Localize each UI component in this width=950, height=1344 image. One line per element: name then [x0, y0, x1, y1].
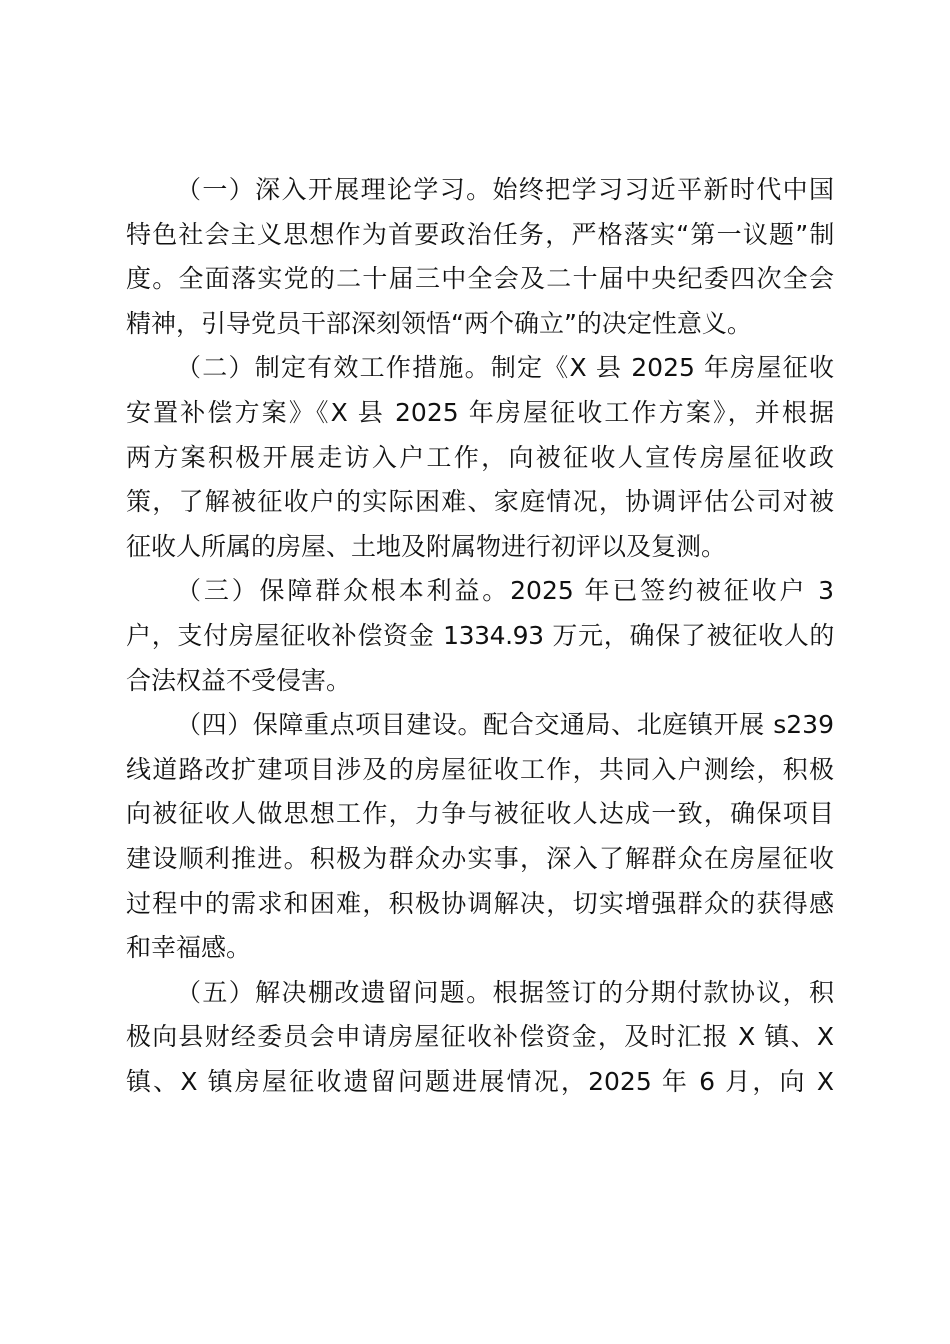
paragraph-line: 镇、X 镇房屋征收遗留问题进展情况，2025 年 6 月，向 X [126, 1066, 834, 1096]
paragraph-line: 向被征收人做思想工作，力争与被征收人达成一致，确保项目 [126, 799, 834, 829]
paragraph-line: （二）制定有效工作措施。制定《X 县 2025 年房屋征收 [176, 353, 834, 383]
paragraph-2 [126, 346, 834, 569]
paragraph-line: （五）解决棚改遗留问题。根据签订的分期付款协议，积 [176, 977, 834, 1007]
paragraph-1 [126, 168, 834, 346]
paragraph-line: 户，支付房屋征收补偿资金 1334.93 万元，确保了被征收人的 [126, 620, 834, 650]
paragraph-3 [126, 569, 834, 703]
paragraph-line: 特色社会主义思想作为首要政治任务，严格落实“第一议题”制 [126, 219, 834, 249]
paragraph-line: 合法权益不受侵害。 [126, 665, 352, 695]
paragraph-line: 精神，引导党员干部深刻领悟“两个确立”的决定性意义。 [126, 308, 752, 338]
paragraph-line: （四）保障重点项目建设。配合交通局、北庭镇开展 s239 [176, 710, 834, 740]
paragraph-line: 和幸福感。 [126, 933, 252, 963]
paragraph-line: 策，了解被征收户的实际困难、家庭情况，协调评估公司对被 [126, 487, 834, 517]
paragraph-line: 征收人所属的房屋、土地及附属物进行初评以及复测。 [126, 531, 727, 561]
paragraph-line: 安置补偿方案》《X 县 2025 年房屋征收工作方案》，并根据 [126, 397, 834, 427]
paragraph-line: （三）保障群众根本利益。2025 年已签约被征收户 3 [176, 576, 834, 606]
paragraph-line: 两方案积极开展走访入户工作，向被征收人宣传房屋征收政 [126, 442, 834, 472]
paragraph-line: 线道路改扩建项目涉及的房屋征收工作，共同入户测绘，积极 [126, 754, 834, 784]
paragraph-line: 建设顺利推进。积极为群众办实事，深入了解群众在房屋征收 [126, 843, 834, 873]
paragraph-line: 度。全面落实党的二十届三中全会及二十届中央纪委四次全会 [126, 264, 834, 294]
paragraph-line: 过程中的需求和困难，积极协调解决，切实增强群众的获得感 [126, 888, 834, 918]
document-body [126, 168, 834, 1104]
paragraph-5 [126, 971, 834, 1105]
paragraph-line: （一）深入开展理论学习。始终把学习习近平新时代中国 [176, 175, 834, 204]
paragraph-line: 极向县财经委员会申请房屋征收补偿资金，及时汇报 X 镇、X [126, 1022, 834, 1052]
paragraph-4 [126, 703, 834, 971]
